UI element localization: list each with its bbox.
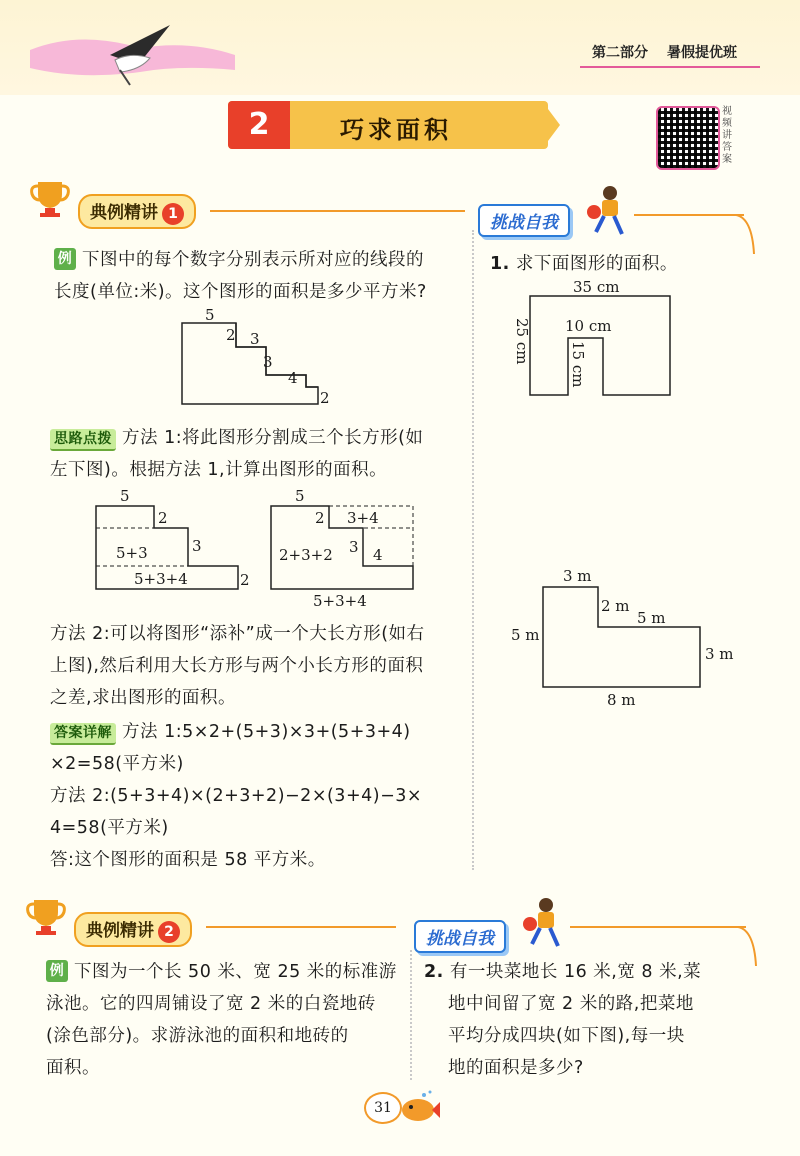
fig-label: 3+4 (347, 509, 379, 527)
fig-label: 2 (315, 509, 325, 527)
example1-question: 例 下图中的每个数字分别表示所对应的线段的 长度(单位:米)。这个图形的面积是多少平方米? (54, 250, 427, 302)
example1-rule (210, 210, 465, 212)
example1-section-label: 典例精讲 (90, 203, 158, 223)
lesson-number: 2 (228, 101, 290, 149)
example2-section-label: 典例精讲 (86, 921, 154, 941)
fig-label: 5 m (637, 609, 666, 627)
trophy-icon (28, 178, 72, 218)
fig-label: 4 (288, 369, 298, 387)
fig-label: 5+3 (116, 544, 148, 562)
fig-label: 5 (120, 487, 130, 505)
q1-number: 1. (490, 254, 510, 274)
column-divider-2 (410, 950, 412, 1080)
method2-text: 方法 2:可以将图形“添补”成一个大长方形(如右 上图),然后利用大长方形与两个小长方形的面积 之差,求出图形的面积。 (50, 624, 425, 708)
fig-label: 5+3+4 (313, 592, 367, 610)
fig-label: 8 m (607, 691, 636, 709)
fig-label: 2+3+2 (279, 546, 333, 564)
page-number: 31 (374, 1100, 392, 1116)
fig-label: 5 (295, 487, 305, 505)
challenge2-badge: 挑战自我 (414, 920, 506, 953)
fig-label: 4 (373, 546, 383, 564)
page-number-badge (364, 1092, 402, 1124)
fig-label: 5 m (511, 626, 540, 644)
fig-label: 3 m (563, 567, 592, 585)
fig-label: 35 cm (573, 278, 620, 296)
l-shape-figure (505, 565, 755, 710)
challenge1-question (490, 248, 678, 280)
fig-label: 2 (320, 389, 330, 407)
seagull-illustration (20, 10, 240, 90)
runner-icon (582, 184, 632, 240)
header-rule (580, 66, 760, 68)
answer-tag: 答案详解 (50, 723, 116, 745)
example2-rule (206, 926, 396, 928)
challenge1-rule (634, 214, 744, 216)
header-book: 暑假提优班 (667, 45, 737, 61)
fig-label: 25 cm (513, 318, 531, 365)
fig-label: 5+3+4 (134, 570, 188, 588)
challenge2-question: 2. 有一块菜地长 16 米,宽 8 米,菜 地中间留了宽 2 米的路,把菜地 平均分成四块(如下图),每一块 地的面积是多少? (424, 962, 702, 1078)
challenge1-corner (736, 214, 756, 274)
fig-label: 3 (349, 538, 359, 556)
hint-block: 思路点拨 方法 1:将此图形分割成三个长方形(如 左下图)。根据方法 1,计算出图形的面积。 (50, 428, 424, 480)
challenge2-rule (570, 926, 746, 928)
fig-label: 3 (192, 537, 202, 555)
fish-icon (398, 1090, 440, 1124)
runner-icon (518, 896, 568, 952)
fig-label: 3 m (705, 645, 734, 663)
example-badge: 例 (46, 960, 68, 982)
split-figure (90, 486, 260, 594)
example-badge: 例 (54, 248, 76, 270)
u-shape-figure (505, 278, 705, 403)
lesson-title: 巧求面积 (340, 116, 452, 144)
complement-figure (265, 486, 425, 614)
fig-label: 10 cm (565, 317, 612, 335)
q1-text: 求下面图形的面积。 (515, 254, 678, 274)
example2-section-title (74, 912, 192, 947)
fig-label: 2 m (601, 597, 630, 615)
qr-label: 视频讲答案 (722, 106, 732, 165)
column-divider (472, 230, 474, 870)
fig-label: 2 (240, 571, 250, 589)
example1-section-title (78, 194, 196, 229)
fig-label: 2 (226, 326, 236, 344)
answer-block: 答案详解 方法 1:5×2+(5+3)×3+(5+3+4) ×2=58(平方米) 方法 2:(5+3+4)×(2+3+2)−2×(3+4)−3× 4=58(平方米) 答:这个图形的面积是 58 平方米。 (50, 722, 423, 870)
fig-label: 3 (263, 353, 273, 371)
challenge1-badge: 挑战自我 (478, 204, 570, 237)
example2-question: 例 下图为一个长 50 米、宽 25 米的标准游 泳池。它的四周铺设了宽 2 米的白瓷地砖 (涂色部分)。求游泳池的面积和地砖的 面积。 (46, 962, 397, 1078)
q2-number: 2. (424, 962, 444, 982)
example1-section-num: 1 (162, 203, 184, 225)
trophy-icon (24, 896, 68, 936)
fig-label: 2 (158, 509, 168, 527)
staircase-figure (170, 305, 340, 410)
banner-arrow-icon (520, 101, 560, 149)
qr-code[interactable] (656, 106, 720, 170)
fig-label: 15 cm (569, 341, 587, 388)
example2-section-num: 2 (158, 921, 180, 943)
header-part: 第二部分 (592, 45, 648, 61)
fig-label: 3 (250, 330, 260, 348)
fig-label: 5 (205, 306, 215, 324)
hint-tag: 思路点拨 (50, 429, 116, 451)
